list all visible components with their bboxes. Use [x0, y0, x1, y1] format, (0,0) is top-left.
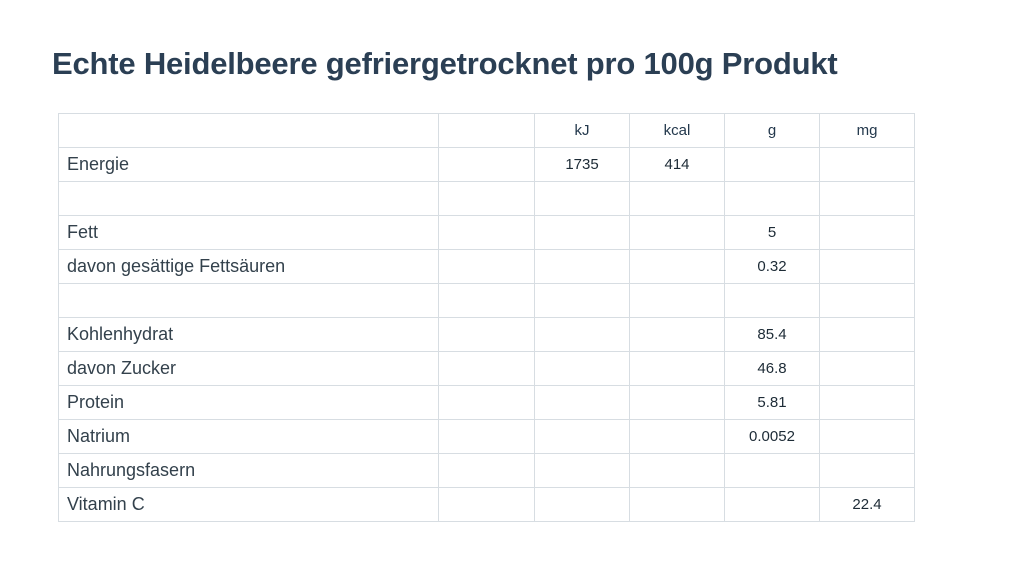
row-g: 46.8 [725, 352, 820, 386]
row-kcal [630, 284, 725, 318]
row-kcal [630, 454, 725, 488]
column-header-kj: kJ [535, 114, 630, 148]
table-row [59, 420, 915, 454]
page-title: Echte Heidelbeere gefriergetrocknet pro 100g Produkt [52, 46, 838, 81]
row-kj [535, 318, 630, 352]
row-mg: 22.4 [820, 488, 915, 522]
row-g: 5 [725, 216, 820, 250]
row-kj [535, 250, 630, 284]
table-row [59, 182, 915, 216]
row-mg [820, 216, 915, 250]
row-blank [439, 420, 535, 454]
row-kcal [630, 488, 725, 522]
row-g [725, 488, 820, 522]
row-kcal [630, 386, 725, 420]
row-blank [439, 318, 535, 352]
row-label: davon Zucker [59, 352, 439, 386]
row-g: 5.81 [725, 386, 820, 420]
table-row [59, 250, 915, 284]
nutrition-table-container [58, 113, 914, 522]
row-mg [820, 420, 915, 454]
row-label: Vitamin C [59, 488, 439, 522]
row-blank [439, 148, 535, 182]
row-g [725, 284, 820, 318]
column-header-g: g [725, 114, 820, 148]
row-blank [439, 250, 535, 284]
row-mg [820, 250, 915, 284]
row-kj [535, 352, 630, 386]
table-row [59, 386, 915, 420]
table-row [59, 318, 915, 352]
row-g [725, 182, 820, 216]
row-kj [535, 454, 630, 488]
row-mg [820, 182, 915, 216]
table-row [59, 148, 915, 182]
nutrition-table [58, 113, 915, 522]
row-g: 0.32 [725, 250, 820, 284]
row-kj [535, 386, 630, 420]
row-g: 85.4 [725, 318, 820, 352]
table-header [59, 114, 915, 148]
row-mg [820, 352, 915, 386]
column-header-blank [439, 114, 535, 148]
row-blank [439, 386, 535, 420]
row-blank [439, 352, 535, 386]
column-header-label [59, 114, 439, 148]
row-mg [820, 386, 915, 420]
row-blank [439, 488, 535, 522]
row-kj [535, 488, 630, 522]
row-blank [439, 216, 535, 250]
row-label: Nahrungsfasern [59, 454, 439, 488]
row-g [725, 454, 820, 488]
row-label: Kohlenhydrat [59, 318, 439, 352]
row-kcal [630, 420, 725, 454]
table-row [59, 216, 915, 250]
row-mg [820, 148, 915, 182]
row-label [59, 284, 439, 318]
row-kcal [630, 250, 725, 284]
row-kcal [630, 216, 725, 250]
row-label: Fett [59, 216, 439, 250]
row-g: 0.0052 [725, 420, 820, 454]
table-header-row [59, 114, 915, 148]
row-blank [439, 284, 535, 318]
table-body [59, 148, 915, 522]
row-blank [439, 182, 535, 216]
row-label: Natrium [59, 420, 439, 454]
row-kj [535, 420, 630, 454]
row-kcal [630, 182, 725, 216]
row-kcal [630, 352, 725, 386]
column-header-mg: mg [820, 114, 915, 148]
table-row [59, 454, 915, 488]
row-mg [820, 454, 915, 488]
row-label: Protein [59, 386, 439, 420]
row-g [725, 148, 820, 182]
row-kj [535, 216, 630, 250]
row-kj [535, 284, 630, 318]
row-kj [535, 182, 630, 216]
row-label: davon gesättige Fettsäuren [59, 250, 439, 284]
row-mg [820, 284, 915, 318]
table-row [59, 488, 915, 522]
row-label [59, 182, 439, 216]
row-mg [820, 318, 915, 352]
row-kcal: 414 [630, 148, 725, 182]
row-kcal [630, 318, 725, 352]
table-row [59, 284, 915, 318]
row-kj: 1735 [535, 148, 630, 182]
row-label: Energie [59, 148, 439, 182]
column-header-kcal: kcal [630, 114, 725, 148]
row-blank [439, 454, 535, 488]
table-row [59, 352, 915, 386]
